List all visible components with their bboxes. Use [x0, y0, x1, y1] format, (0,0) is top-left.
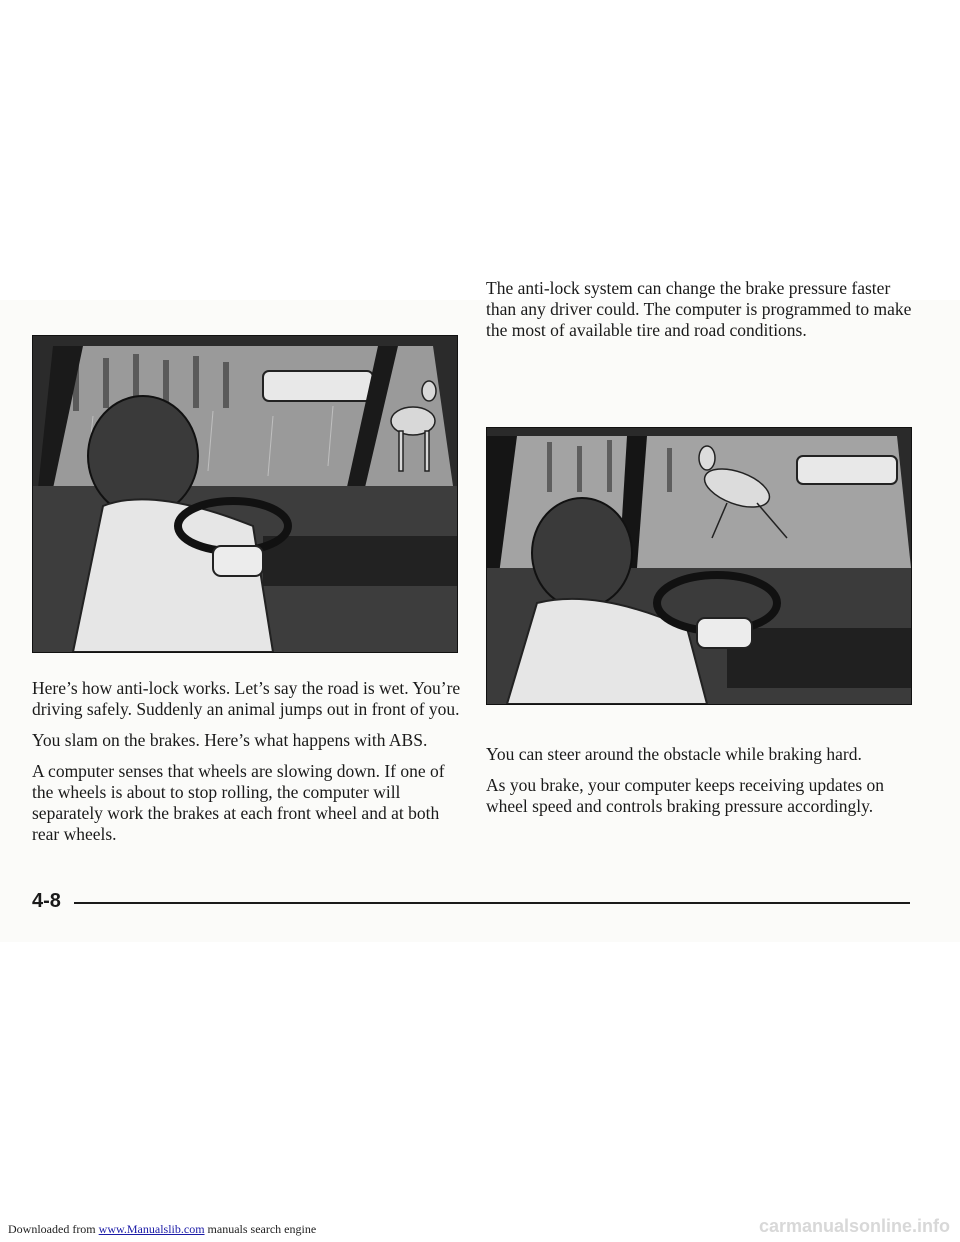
manualslib-link[interactable]: www.Manualslib.com	[98, 1222, 205, 1236]
paragraph: A computer senses that wheels are slowing down. If one of the wheels is about to stop rolling, the computer will separately work the brakes at each front wheel and at both rear wheels.	[32, 761, 445, 844]
paragraph: You slam on the brakes. Here’s what happens with ABS.	[32, 730, 428, 750]
right-column-text	[486, 744, 926, 827]
paragraph: Here’s how anti-lock works. Let’s say the road is wet. You’re driving safely. Suddenly an animal jumps out in front of you.	[32, 678, 461, 719]
manual-page	[0, 278, 960, 942]
source-prefix: Downloaded from	[8, 1222, 99, 1236]
right-column-intro	[486, 278, 916, 351]
page-number: 4-8	[32, 890, 61, 912]
paragraph: You can steer around the obstacle while braking hard.	[486, 744, 862, 764]
left-column-text	[32, 678, 462, 855]
source-suffix: manuals search engine	[204, 1222, 317, 1236]
paragraph: The anti-lock system can change the brake pressure faster than any driver could. The computer is programmed to make the most of available tire and road conditions.	[486, 278, 912, 340]
driver-brakes-deer-jumps-illustration	[486, 427, 912, 705]
paragraph: As you brake, your computer keeps receiving updates on wheel speed and controls braking pressure accordingly.	[486, 775, 885, 816]
watermark: carmanualsonline.info	[758, 1216, 950, 1236]
source-footer	[8, 1222, 316, 1237]
footer-rule	[74, 902, 910, 904]
driver-sees-deer-illustration	[32, 335, 458, 653]
